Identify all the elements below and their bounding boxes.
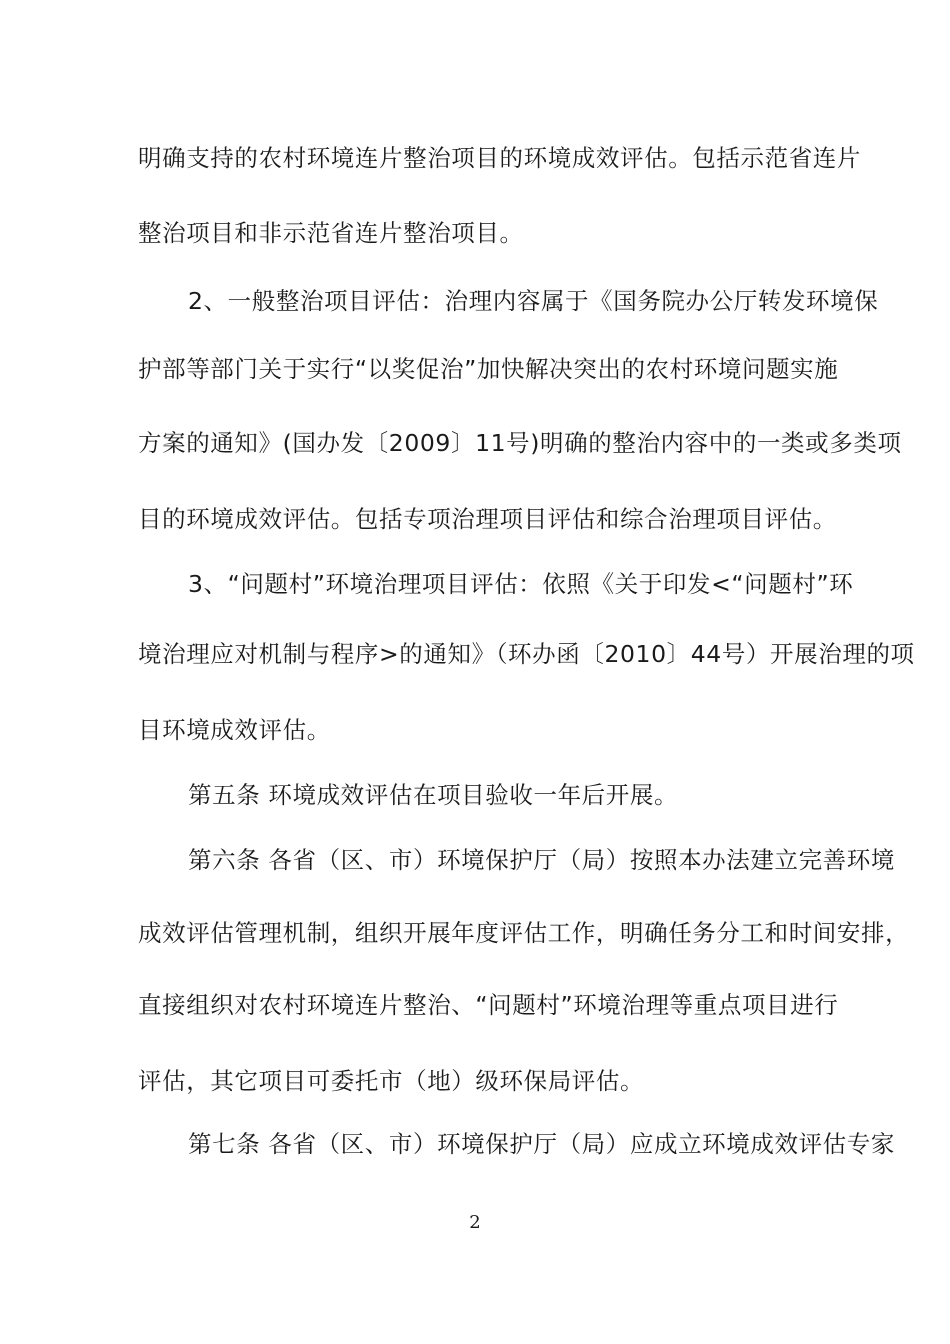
text-line-5: 方案的通知》(国办发〔2009〕11号)明确的整治内容中的一类或多类项	[138, 429, 902, 457]
text-line-7: 3、“问题村”环境治理项目评估：依照《关于印发<“问题村”环	[188, 570, 854, 598]
text-line-10: 第五条 环境成效评估在项目验收一年后开展。	[188, 781, 679, 809]
page-number: 2	[469, 1212, 481, 1233]
text-line-6: 目的环境成效评估。包括专项治理项目评估和综合治理项目评估。	[138, 505, 837, 533]
text-line-8: 境治理应对机制与程序>的通知》（环办函〔2010〕44号）开展治理的项	[138, 640, 915, 668]
text-line-15: 第七条 各省（区、市）环境保护厅（局）应成立环境成效评估专家	[188, 1130, 895, 1158]
text-line-13: 直接组织对农村环境连片整治、“问题村”环境治理等重点项目进行	[138, 991, 839, 1019]
text-line-14: 评估，其它项目可委托市（地）级环保局评估。	[138, 1067, 645, 1095]
text-line-11: 第六条 各省（区、市）环境保护厅（局）按照本办法建立完善环境	[188, 846, 895, 874]
text-line-9: 目环境成效评估。	[138, 716, 331, 744]
text-line-1: 明确支持的农村环境连片整治项目的环境成效评估。包括示范省连片	[138, 144, 861, 172]
text-line-3: 2、一般整治项目评估：治理内容属于《国务院办公厅转发环境保	[188, 287, 879, 315]
text-line-12: 成效评估管理机制，组织开展年度评估工作，明确任务分工和时间安排，	[138, 919, 910, 947]
text-line-4: 护部等部门关于实行“以奖促治”加快解决突出的农村环境问题实施	[138, 355, 839, 383]
text-line-2: 整治项目和非示范省连片整治项目。	[138, 219, 524, 247]
